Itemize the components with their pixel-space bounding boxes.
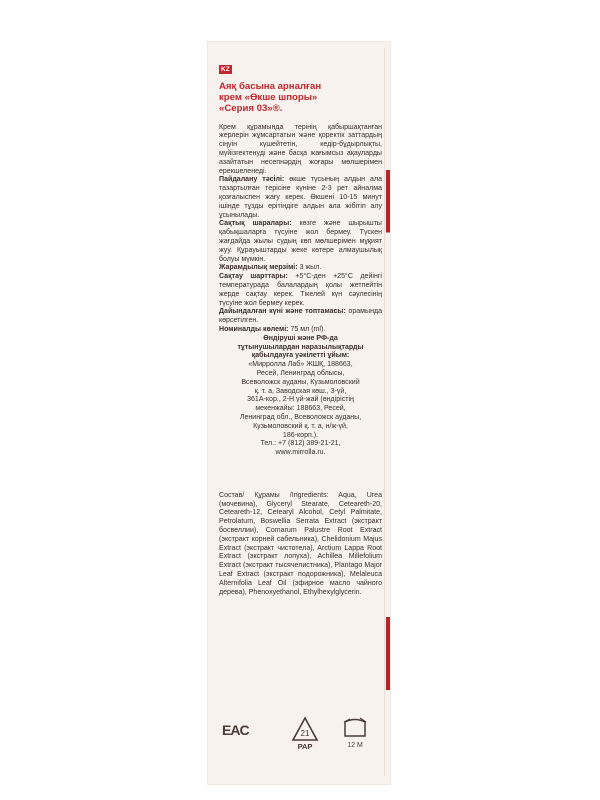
ingredients-label: Состав/ Құрамы /Ingredients: — [219, 491, 329, 499]
address-line: Всеволожск ауданы, Кузьмоловский — [241, 378, 360, 386]
producer-line: Өндіруші және РФ-да — [263, 334, 338, 342]
date-text: орамында көрсетілген. — [219, 308, 383, 325]
storage-section — [219, 273, 382, 308]
volume-label: Номиналды көлемі: — [219, 325, 289, 333]
storage-text: +5°С-ден +25°С дейінгі температурада балалардың қолы жетпейтін жерде сақтау керек. Тікелей күн сәулесінің түсуіне жол бермеу керек. — [219, 273, 382, 307]
title-line: Аяқ басына арналған — [219, 81, 322, 92]
usage-label: Пайдалану тәсілі: — [219, 176, 285, 184]
period-after-opening-icon — [340, 714, 370, 752]
website-line: www.mirrolla.ru. — [275, 449, 326, 457]
volume-text: 75 мл (ml). — [290, 325, 326, 333]
title-line: «Серия 03»®. — [219, 103, 283, 115]
precautions-section — [219, 220, 382, 264]
fold-line — [384, 48, 385, 776]
producer-line: тұтынушылардан наразылықтарды — [237, 343, 364, 351]
title-line: крем «Өкше шпоры» — [219, 92, 318, 104]
label-content — [219, 58, 382, 597]
producer-address — [219, 361, 382, 458]
storage-label: Сақтау шарттары: — [219, 273, 288, 281]
producer-line: қабылдауға уәкілетті ұйым: — [251, 352, 350, 360]
address-line: «Мирролла Лаб» ЖШҚ, 188663, — [248, 361, 353, 369]
address-line: Кузьмоловский қ. т. а, н/ж-үй, — [253, 422, 348, 430]
recycle-number: 21 — [300, 729, 310, 738]
address-line: 186-корп.). — [282, 431, 319, 439]
language-badge: KZ — [221, 66, 230, 73]
address-line: мекенжайы: 188663, Ресей, — [255, 405, 346, 413]
ingredients-text: Aqua, Urea (мочевина), Glyceryl Stearate, Ceteareth-20, Ceteareth-12, Cetearyl Alcohol, Cetyl Palmitate, Petrolatum, Boswellia Serrata Extract (экстракт босвеллии), Comarum Palustre Root Extract (экстракт корней сабельника), Chelidonium Majus Extract (экстракт чистотела), Arctium Lappa Root Extract (экстракт лопуха), Achillea Millefolium Extract (экстракт тысячелистника), Plantago Major Leaf Extract (экстракт подорожника), Melaleuca Alternifolia Leaf Oil (эфирное масло чайного дерева), Phenoxyethanol, Ethylhexylglycerin. — [219, 491, 382, 596]
phone-line: Тел.: +7 (812) 389-21-21, — [260, 440, 341, 448]
product-title — [219, 81, 382, 115]
shelf-life-text: 3 жыл. — [299, 264, 322, 272]
precautions-text: көзге және шырышты қабықшаларға түсуіне жол бермеу. Түскен жағдайда жылы судың көп мөлшерімен мұқият жуу. Құрауыштарды жеке көтере алмаушылық болуы мүмкін. — [219, 220, 382, 263]
eac-mark-icon: EAC — [222, 722, 249, 738]
shelf-life-label: Жарамдылық мерзімі: — [219, 264, 298, 272]
pao-label: 12 M — [347, 742, 363, 749]
address-line: Ресей, Ленинград облысы, — [256, 369, 345, 377]
producer-heading — [219, 335, 382, 361]
precautions-label: Сақтық шаралары: — [219, 220, 292, 228]
usage-text: өкше түсының алдын ала тазартылған терісіне күніне 2-3 рет айналма қозғалыспен жағу керек. Өкшені 10-15 минут ішінде тұзды ерітіндіге алдын ала жібітіп алу ұсынылады. — [219, 176, 382, 219]
date-label: Дайындалған күні және топтамасы: — [219, 308, 346, 316]
address-line: қ. т. а, Заводская көш., 3-үй, — [254, 387, 347, 395]
address-line: 361А-кор., 2-Н үй-жай (өндірістің — [247, 396, 354, 404]
intro-text: Крем құрамында терінің қабыршақтанған жерлерін жұмсартатын және қоректік заттардың сіңуін күшейтетін, кедір-бұдырлықты, мүйізгектенуді және басқа жағымсыз ақауларды азайтатын несепнәрдің жоғары мөлшерімен ерекшеленеді. — [219, 123, 382, 175]
recycle-pap-icon — [286, 714, 324, 752]
red-edge-strip — [386, 170, 390, 690]
volume-section — [219, 326, 382, 335]
recycle-code: PAP — [297, 742, 313, 751]
ingredients-section — [219, 492, 382, 598]
address-line: Ленинград обл., Всеволожск ауданы, — [239, 413, 362, 421]
shelf-life-section — [219, 264, 382, 273]
usage-section — [219, 176, 382, 220]
certification-icons — [222, 712, 382, 752]
date-section — [219, 308, 382, 326]
